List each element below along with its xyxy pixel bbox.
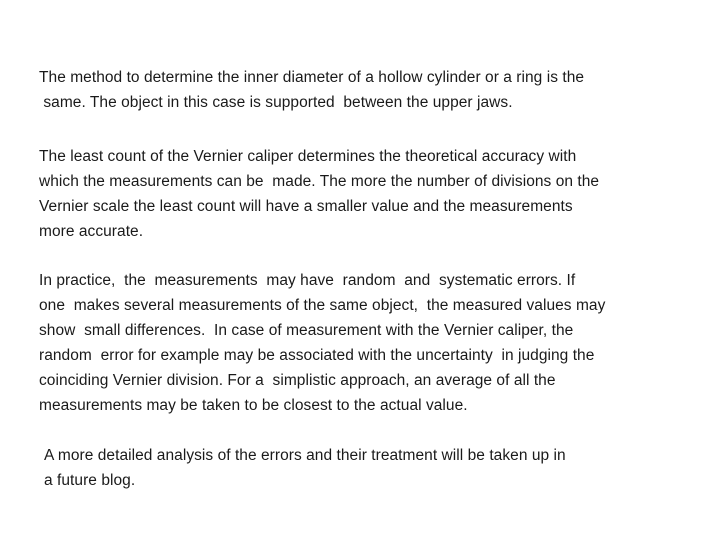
- text-line: show small differences. In case of measurement with the Vernier caliper, the: [39, 322, 574, 339]
- text-line: which the measurements can be made. The more the number of divisions on the: [39, 173, 600, 190]
- paragraph-least-count: [39, 144, 599, 244]
- text-line: Vernier scale the least count will have a smaller value and the measurements: [39, 198, 573, 215]
- text-line: same. The object in this case is supported between the upper jaws.: [39, 94, 513, 111]
- text-line: The method to determine the inner diameter of a hollow cylinder or a ring is the: [39, 69, 585, 86]
- text-line: The least count of the Vernier caliper determines the theoretical accuracy with: [39, 148, 577, 165]
- paragraph-inner-diameter-method: [39, 65, 584, 115]
- text-line: more accurate.: [39, 223, 144, 240]
- text-line: random error for example may be associated with the uncertainty in judging the: [39, 347, 595, 364]
- paragraph-future-analysis: [44, 443, 566, 493]
- text-line: one makes several measurements of the same object, the measured values may: [39, 297, 606, 314]
- text-line: measurements may be taken to be closest to the actual value.: [39, 397, 468, 414]
- text-line: a future blog.: [44, 472, 136, 489]
- text-line: In practice, the measurements may have random and systematic errors. If: [39, 272, 576, 289]
- paragraph-measurement-errors: [39, 268, 605, 418]
- text-line: coinciding Vernier division. For a simplistic approach, an average of all the: [39, 372, 556, 389]
- text-line: A more detailed analysis of the errors and their treatment will be taken up in: [44, 447, 566, 464]
